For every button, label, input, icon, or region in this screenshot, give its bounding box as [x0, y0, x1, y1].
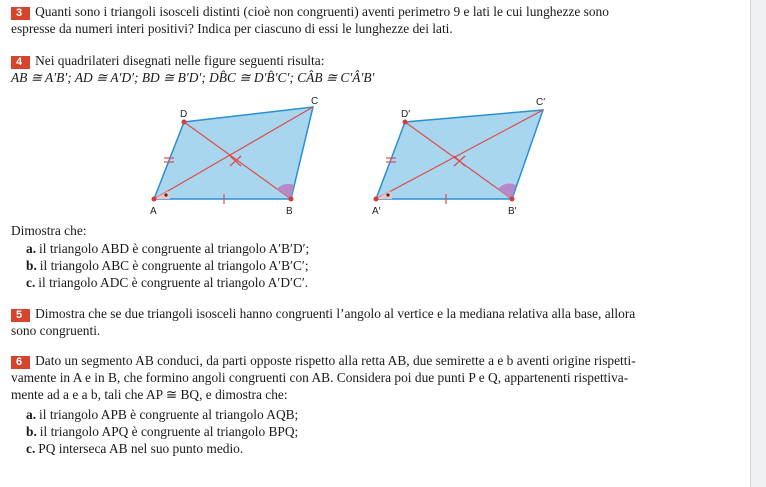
label-d: D [180, 109, 188, 120]
exercise-5-line-1: Dimostra che se due triangoli isosceli hanno congruenti l’angolo al vertice e la mediana relativa alla base, allora [35, 306, 636, 321]
exercise-4-intro: Nei quadrilateri disegnati nelle figure seguenti risulta: [35, 53, 325, 68]
label-a: A [150, 206, 157, 217]
page-edge-scrollbar[interactable] [750, 0, 766, 487]
vertex-b [289, 197, 294, 202]
exercise-4 [11, 52, 691, 86]
vertex-a [152, 197, 157, 202]
list-item: c. il triangolo ADC è congruente al triangolo A′D′C′. [26, 275, 309, 290]
label-d: D′ [401, 109, 411, 120]
label-a: A′ [372, 206, 381, 217]
quadrilateral-figure-2 [362, 92, 552, 220]
vertex-d [182, 120, 187, 125]
label-c: C′ [536, 97, 546, 108]
angle-dot [164, 193, 167, 196]
exercise-number-badge: 4 [11, 56, 30, 69]
exercise-6 [11, 352, 691, 403]
exercise-5 [11, 305, 691, 339]
list-item: c. PQ interseca AB nel suo punto medio. [26, 441, 244, 456]
angle-dot [386, 193, 389, 196]
exercise-3-line-2: espresse da numeri interi positivi? Indica per ciascuno di essi le lunghezze dei lati. [11, 21, 453, 36]
exercise-4-list [26, 240, 309, 291]
exercise-3-line-1: Quanti sono i triangoli isosceli distinti (cioè non congruenti) aventi perimetro 9 e lati le cui lunghezze sono [35, 4, 609, 19]
list-item: b. il triangolo ABC è congruente al triangolo A′B′C′; [26, 258, 309, 273]
exercise-4-congruences: AB ≅ A′B′; AD ≅ A′D′; BD ≅ B′D′; DB̂C ≅ D′B̂′C′; CÂB ≅ C′Â′B′ [11, 70, 375, 85]
exercise-number-badge: 3 [11, 7, 30, 20]
list-item: a. il triangolo APB è congruente al triangolo AQB; [26, 407, 299, 422]
label-b: B [286, 206, 293, 217]
exercise-number-badge: 6 [11, 356, 30, 369]
exercise-6-line-1: Dato un segmento AB conduci, da parti opposte rispetto alla retta AB, due semirette a e b aventi origine rispetti- [35, 353, 636, 368]
exercise-6-line-3: mente ad a e a b, tali che AP ≅ BQ, e dimostra che: [11, 387, 288, 402]
vertex-a [374, 197, 379, 202]
vertex-b [510, 197, 515, 202]
exercise-6-list [26, 406, 298, 457]
label-b: B′ [508, 206, 517, 217]
vertex-d [403, 120, 408, 125]
exercise-number-badge: 5 [11, 309, 30, 322]
quadrilateral-figure-1 [140, 92, 319, 220]
list-item: b. il triangolo APQ è congruente al triangolo BPQ; [26, 424, 299, 439]
label-c: C [311, 96, 319, 107]
exercise-5-line-2: sono congruenti. [11, 323, 101, 338]
list-item: a. il triangolo ABD è congruente al triangolo A′B′D′; [26, 241, 310, 256]
exercise-6-line-2: vamente in A e in B, che formino angoli congruenti con AB. Considera poi due punti P e Q, appartenenti rispettiva- [11, 370, 629, 385]
exercise-4-prove: Dimostra che: [11, 223, 87, 238]
exercise-3 [11, 3, 691, 37]
